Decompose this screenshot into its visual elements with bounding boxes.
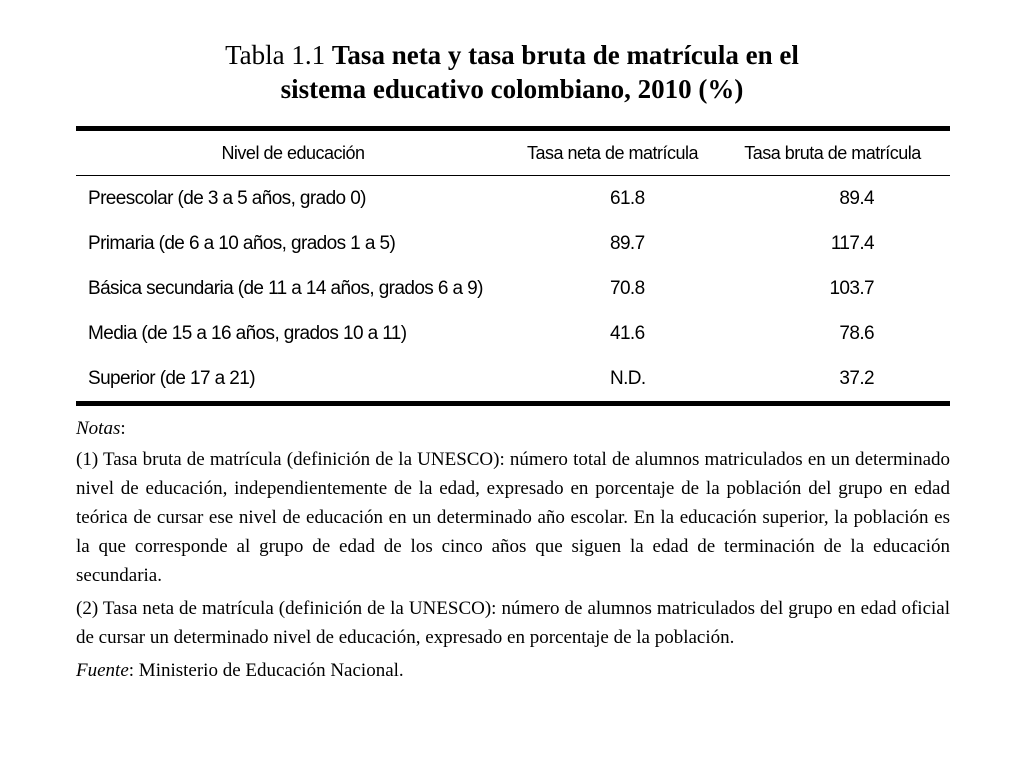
cell-neta: 70.8: [610, 277, 645, 299]
cell-neta: 61.8: [610, 187, 645, 209]
cell-level: Primaria (de 6 a 10 años, grados 1 a 5): [88, 232, 396, 254]
cell-bruta: 103.7: [829, 277, 874, 299]
note-1: (1) Tasa bruta de matrícula (definición de la UNESCO): número total de alumnos matriculados en un determinado nivel de educación, independientemente de la edad, expresado en porcentaje de la población del grupo en edad teórica de cursar ese nivel de educación en un determinado año escolar. En la educación superior, la población es la que corresponde al grupo de edad de los cinco años que siguen la edad de terminación de la educación secundaria.: [76, 449, 950, 586]
notes-colon: :: [120, 418, 126, 439]
source-label: Fuente: [76, 660, 129, 681]
enrollment-table: [76, 126, 950, 406]
notes-label: Notas: [76, 418, 121, 439]
header-nivel: Nivel de educación: [221, 142, 365, 163]
table-row: [76, 356, 950, 401]
table-number: Tabla 1.1: [225, 40, 326, 70]
cell-bruta: 89.4: [839, 187, 874, 209]
source-text: : Ministerio de Educación Nacional.: [128, 660, 404, 681]
header-tasa-neta: Tasa neta de matrícula: [526, 142, 699, 163]
cell-bruta: 78.6: [839, 322, 874, 344]
cell-bruta: 37.2: [839, 367, 874, 389]
notes-section: [76, 414, 950, 685]
table-row: [76, 221, 950, 266]
cell-bruta: 117.4: [830, 232, 874, 254]
notes-heading: [76, 414, 950, 443]
table-row: [76, 266, 950, 311]
table-title: [0, 38, 1024, 106]
cell-level: Preescolar (de 3 a 5 años, grado 0): [88, 187, 366, 209]
cell-neta: 41.6: [610, 322, 645, 344]
note-2: (2) Tasa neta de matrícula (definición de la UNESCO): número de alumnos matriculados del grupo en edad oficial de cursar un determinado nivel de educación, expresado en porcentaje de la población.: [76, 598, 950, 648]
cell-level: Media (de 15 a 16 años, grados 10 a 11): [88, 322, 407, 344]
title-line-1: Tasa neta y tasa bruta de matrícula en el: [331, 40, 799, 70]
table-header-row: [76, 131, 950, 175]
header-tasa-bruta: Tasa bruta de matrícula: [744, 142, 921, 163]
cell-level: Superior (de 17 a 21): [88, 367, 255, 389]
source-line: [76, 656, 950, 685]
title-line-2: sistema educativo colombiano, 2010 (%): [280, 74, 744, 104]
cell-level: Básica secundaria (de 11 a 14 años, grados 6 a 9): [88, 277, 483, 299]
cell-neta: N.D.: [610, 367, 646, 389]
table-bottom-rule: [76, 401, 950, 406]
table-row: [76, 176, 950, 221]
table-row: [76, 311, 950, 356]
cell-neta: 89.7: [610, 232, 645, 254]
